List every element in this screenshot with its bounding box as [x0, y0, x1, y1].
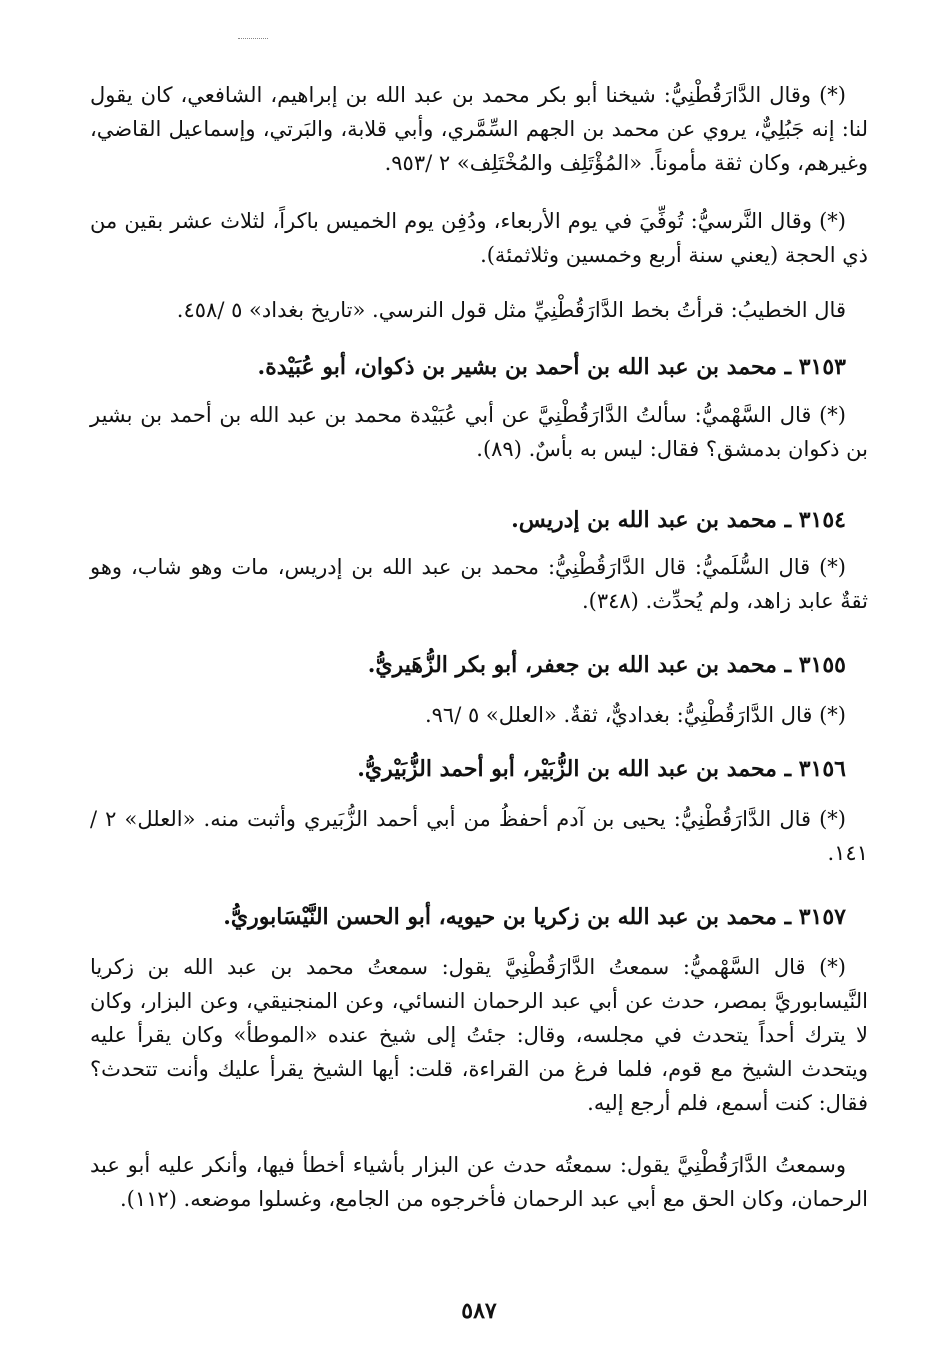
paragraph-3155: (*) قال الدَّارَقُطْنِيُّ: بغداديٌّ، ثقةٌ. «العلل» ٥ /٩٦.: [424, 703, 846, 727]
paragraph-3157-part2: وسمعتُ الدَّارَقُطْنِيَّ يقول: سمعتُه حدث عن البزار بأشياء أخطأ فيها، وأنكر عليه أبو عبد الرحمان، وكان الحق مع أبي عبد الرحمان فأخرجوه من الجامع، وغسلوا موضعه. (١١٢).: [90, 1153, 868, 1211]
entry-heading-3155: ٣١٥٥ ـ محمد بن عبد الله بن جعفر، أبو بكر الزُّهَيريُّ.: [367, 652, 846, 678]
entry-heading-3157: ٣١٥٧ ـ محمد بن عبد الله بن زكريا بن حيويه، أبو الحسن النَّيْسَابوريُّ.: [223, 904, 846, 930]
entry-heading-3154: ٣١٥٤ ـ محمد بن عبد الله بن إدريس.: [511, 507, 846, 533]
paragraph-3154: (*) قال السُّلَميُّ: قال الدَّارَقُطْنِيُّ: محمد بن عبد الله بن إدريس، مات وهو شاب، وهو ثقةٌ عابد زاهد، ولم يُحدِّث. (٣٤٨).: [90, 555, 868, 613]
document-page: [90, 0, 868, 1357]
top-mark: [238, 38, 268, 39]
entry-heading-3156: ٣١٥٦ ـ محمد بن عبد الله بن الزُّبَيْر، أبو أحمد الزُّبَيْريُّ.: [357, 756, 846, 782]
paragraph-3153: (*) قال السَّهْميُّ: سألتُ الدَّارَقُطْنِيَّ عن أبي عُبَيْدة محمد بن عبد الله بن أحمد بن بشير بن ذكوان بدمشق؟ فقال: ليس به بأسٌ. (٨٩).: [90, 403, 868, 461]
paragraph-shafii: (*) وقال الدَّارَقُطْنِيُّ: شيخنا أبو بكر محمد بن عبد الله بن إبراهيم، الشافعي، كان يقول لنا: إنه جَبُلِيٌّ، يروي عن محمد بن الجهم السِّمَّري، وأبي قلابة، والبَرتي، وإسماعيل القاضي، وغيرهم، وكان ثقة مأموناً. «المُؤْتَلِف والمُخْتَلِف» ٢ /٩٥٣.: [90, 83, 868, 175]
page-number: ٥٨٧: [461, 1298, 497, 1324]
paragraph-3156: (*) قال الدَّارَقُطْنِيُّ: يحيى بن آدم أحفظُ من أبي أحمد الزُّبَيري وأثبت منه. «العلل» ٢ /١٤١.: [90, 807, 868, 865]
paragraph-narsi-death: (*) وقال النَّرسيُّ: تُوفِّيَ في يوم الأربعاء، ودُفِن يوم الخميس باكراً، لثلاث عشر بقين من ذي الحجة (يعني سنة أربع وخمسين وثلاثمئة).: [90, 209, 868, 267]
entry-heading-3153: ٣١٥٣ ـ محمد بن عبد الله بن أحمد بن بشير بن ذكوان، أبو عُبَيْدة.: [257, 354, 846, 380]
paragraph-khatib: قال الخطيبُ: قرأتُ بخط الدَّارَقُطْنِيِّ مثل قول النرسي. «تاريخ بغداد» ٥ /٤٥٨.: [176, 298, 846, 322]
paragraph-3157-part1: (*) قال السَّهْميُّ: سمعتُ الدَّارَقُطْنِيَّ يقول: سمعتُ محمد بن عبد الله بن زكريا النَّيسابوريَّ بمصر، حدث عن أبي عبد الرحمان النسائي، وعن المنجنيقي، وعن البزار، وكان لا يترك أحداً يتحدث في مجلسه، وقال: جئتُ إلى شيخ عنده «الموطأ» وكان يقرأ عليه ويتحدث الشيخ مع قوم، فلما فرغ من القراءة، قلت: أيها الشيخ يقرأ عليك وأنت تتحدث؟ فقال: كنت أسمع، فلم أرجع إليه.: [90, 955, 868, 1115]
